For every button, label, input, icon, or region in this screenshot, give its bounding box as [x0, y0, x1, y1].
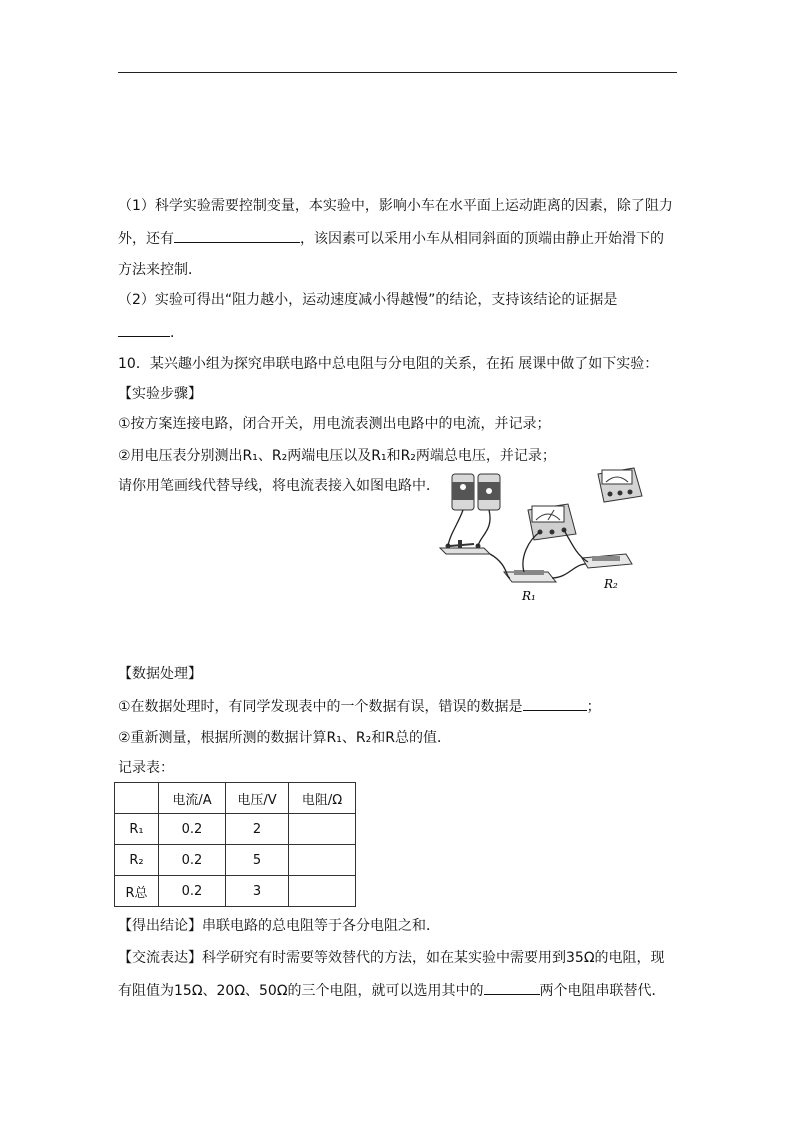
- resistor-r2-icon: [582, 554, 632, 568]
- ammeter-icon: [598, 468, 642, 502]
- question-1-line-3: 方法来控制．: [118, 262, 202, 278]
- resistor-r1-icon: [504, 570, 556, 582]
- table-header-row: [115, 783, 356, 814]
- question-1-prefix: 外，还有: [118, 231, 174, 247]
- answer-blank-1[interactable]: [174, 228, 300, 243]
- table-cell: R总: [115, 876, 159, 907]
- voltmeter-icon: [528, 504, 576, 540]
- exchange-text: 有阻值为15Ω、20Ω、50Ω的三个电阻，就可以选用其中的: [118, 983, 484, 999]
- table-cell[interactable]: [289, 876, 356, 907]
- battery-icon: [452, 474, 500, 510]
- steps-heading: 【实验步骤】: [118, 386, 202, 402]
- answer-blank-2[interactable]: [118, 322, 170, 337]
- table-header-cell: 电压/V: [226, 783, 289, 814]
- data-item-1-text: ①在数据处理时，有同学发现表中的一个数据有误，错误的数据是: [118, 699, 523, 715]
- data-heading: 【数据处理】: [118, 666, 202, 682]
- exchange-suffix: 两个电阻串联替代．: [539, 983, 666, 999]
- answer-blank-3[interactable]: [523, 696, 587, 711]
- question-1-line-2: [118, 228, 664, 249]
- step-2: ②用电压表分别测出R₁、R₂两端电压以及R₁和R₂两端总电压，并记录；: [118, 448, 556, 464]
- table-cell: 0.2: [159, 876, 226, 907]
- exchange-line-1: 【交流表达】科学研究有时需要等效替代的方法，如在某实验中需要用到35Ω的电阻，现: [118, 950, 665, 966]
- exchange-line-2: [118, 980, 666, 1001]
- step-3: 请你用笔画线代替导线，将电流表接入如图电路中．: [118, 478, 440, 494]
- table-label: 记录表：: [118, 760, 174, 776]
- question-2-text: （2）实验可得出“阻力越小，运动速度减小得越慢”的结论，支持该结论的证据是: [118, 292, 618, 308]
- record-table: [114, 782, 356, 907]
- switch-icon: [440, 540, 490, 554]
- table-header-cell: 电阻/Ω: [289, 783, 356, 814]
- header-rule: [118, 72, 677, 73]
- table-cell: 2: [226, 814, 289, 845]
- data-item-1: [118, 696, 601, 717]
- table-cell: 3: [226, 876, 289, 907]
- step-1: ①按方案连接电路，闭合开关，用电流表测出电路中的电流，并记录；: [118, 416, 551, 432]
- table-cell[interactable]: [289, 845, 356, 876]
- question-10-intro: 10．某兴趣小组为探究串联电路中总电阻与分电阻的关系，在拓 展课中做了如下实验：: [118, 356, 659, 372]
- question-2-line-2: [118, 322, 184, 343]
- table-row: [115, 814, 356, 845]
- table-cell: R₁: [115, 814, 159, 845]
- question-2-suffix: ．: [170, 325, 184, 341]
- table-cell[interactable]: [289, 814, 356, 845]
- table-header-cell: 电流/A: [159, 783, 226, 814]
- table-row: [115, 876, 356, 907]
- table-header-cell: [115, 783, 159, 814]
- question-1-text: （1）科学实验需要控制变量，本实验中，影响小车在水平面上运动距离的因素，除了阻力: [118, 198, 673, 214]
- data-item-2: ②重新测量，根据所测的数据计算R₁、R₂和R总的值．: [118, 730, 451, 746]
- answer-blank-4[interactable]: [484, 980, 540, 995]
- table-cell: 0.2: [159, 845, 226, 876]
- conclusion: 【得出结论】串联电路的总电阻等于各分电阻之和．: [118, 918, 440, 934]
- figure-label-r1: R₁: [522, 589, 536, 603]
- circuit-figure: [428, 460, 664, 610]
- question-1-suffix: ，该因素可以采用小车从相同斜面的顶端由静止开始滑下的: [300, 231, 664, 247]
- table-cell: 0.2: [159, 814, 226, 845]
- data-item-1-suffix: ；: [586, 699, 601, 715]
- table-cell: 5: [226, 845, 289, 876]
- table-row: [115, 845, 356, 876]
- table-cell: R₂: [115, 845, 159, 876]
- figure-label-r2: R₂: [604, 577, 618, 591]
